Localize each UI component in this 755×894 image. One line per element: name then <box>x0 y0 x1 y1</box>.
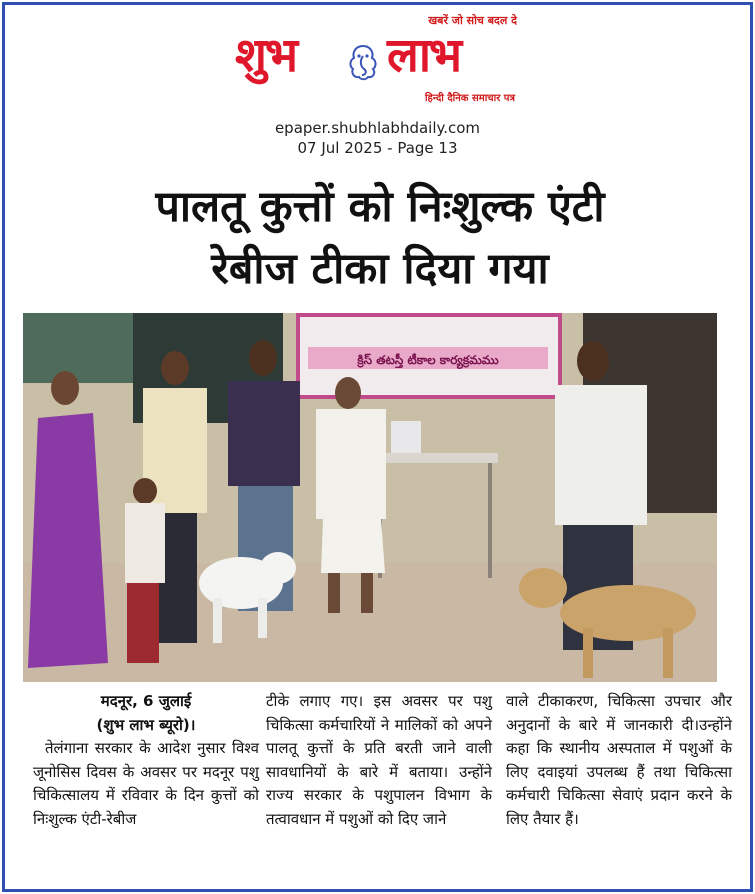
newspaper-masthead <box>229 8 527 109</box>
source-date-page: 07 Jul 2025 - Page 13 <box>297 139 458 157</box>
article-text-col1: तेलंगाना सरकार के आदेश नुसार विश्व जूनोसिस दिवस के अवसर पर मदनूर पशु चिकित्सालय में रविवार के दिन कुत्तों को निःशुल्क एंटी-रेबीज <box>33 739 259 828</box>
ganesh-emblem-icon <box>344 42 382 82</box>
article-dateline: मदनूर, 6 जुलाई <box>100 692 192 710</box>
article-text-col2: टीके लगाए गए। इस अवसर पर पशु चिकित्सा कर्मचारियों ने मालिकों को अपने पालतू कुत्तों के प्रति बरती जाने वाली सावधानियों के बारे में बताया। उन्होंने राज्य सरकार के पशुपालन विभाग के तत्वावधान में पशुओं को दिए जाने <box>266 692 492 828</box>
article-column-3 <box>506 690 732 832</box>
headline-line-2: रेबीज टीका दिया गया <box>211 244 549 294</box>
news-photo <box>23 313 717 682</box>
logo-word-left: शुभ <box>235 28 297 83</box>
article-text-col3: वाले टीकाकरण, चिकित्सा उपचार और अनुदानों के बारे में जानकारी दी।उन्होंने कहा कि स्थानीय अस्पताल में पशुओं के लिए दवाइयां उपलब्ध हैं तथा चिकित्सा कर्मचारी चिकित्सा सेवाएं प्रदान करने के लिए तैयार हैं। <box>506 692 732 828</box>
source-url: epaper.shubhlabhdaily.com <box>274 119 481 137</box>
article-byline: (शुभ लाभ ब्यूरो)। <box>96 715 196 734</box>
banner-text: క్రిస్‌ తటస్తీ టీకాల కార్యక్రమము <box>357 353 499 367</box>
logo-word-right: लाभ <box>387 28 461 83</box>
masthead-subtag: हिन्दी दैनिक समाचार पत्र <box>424 93 515 104</box>
article-column-2 <box>266 690 492 832</box>
headline-line-1: पालतू कुत्तों को निःशुल्क एंटी <box>155 182 605 232</box>
news-photo-illustration <box>23 313 717 682</box>
article-column-1 <box>33 690 259 832</box>
masthead-tagline: खबरें जो सोच बदल दे <box>428 14 517 27</box>
